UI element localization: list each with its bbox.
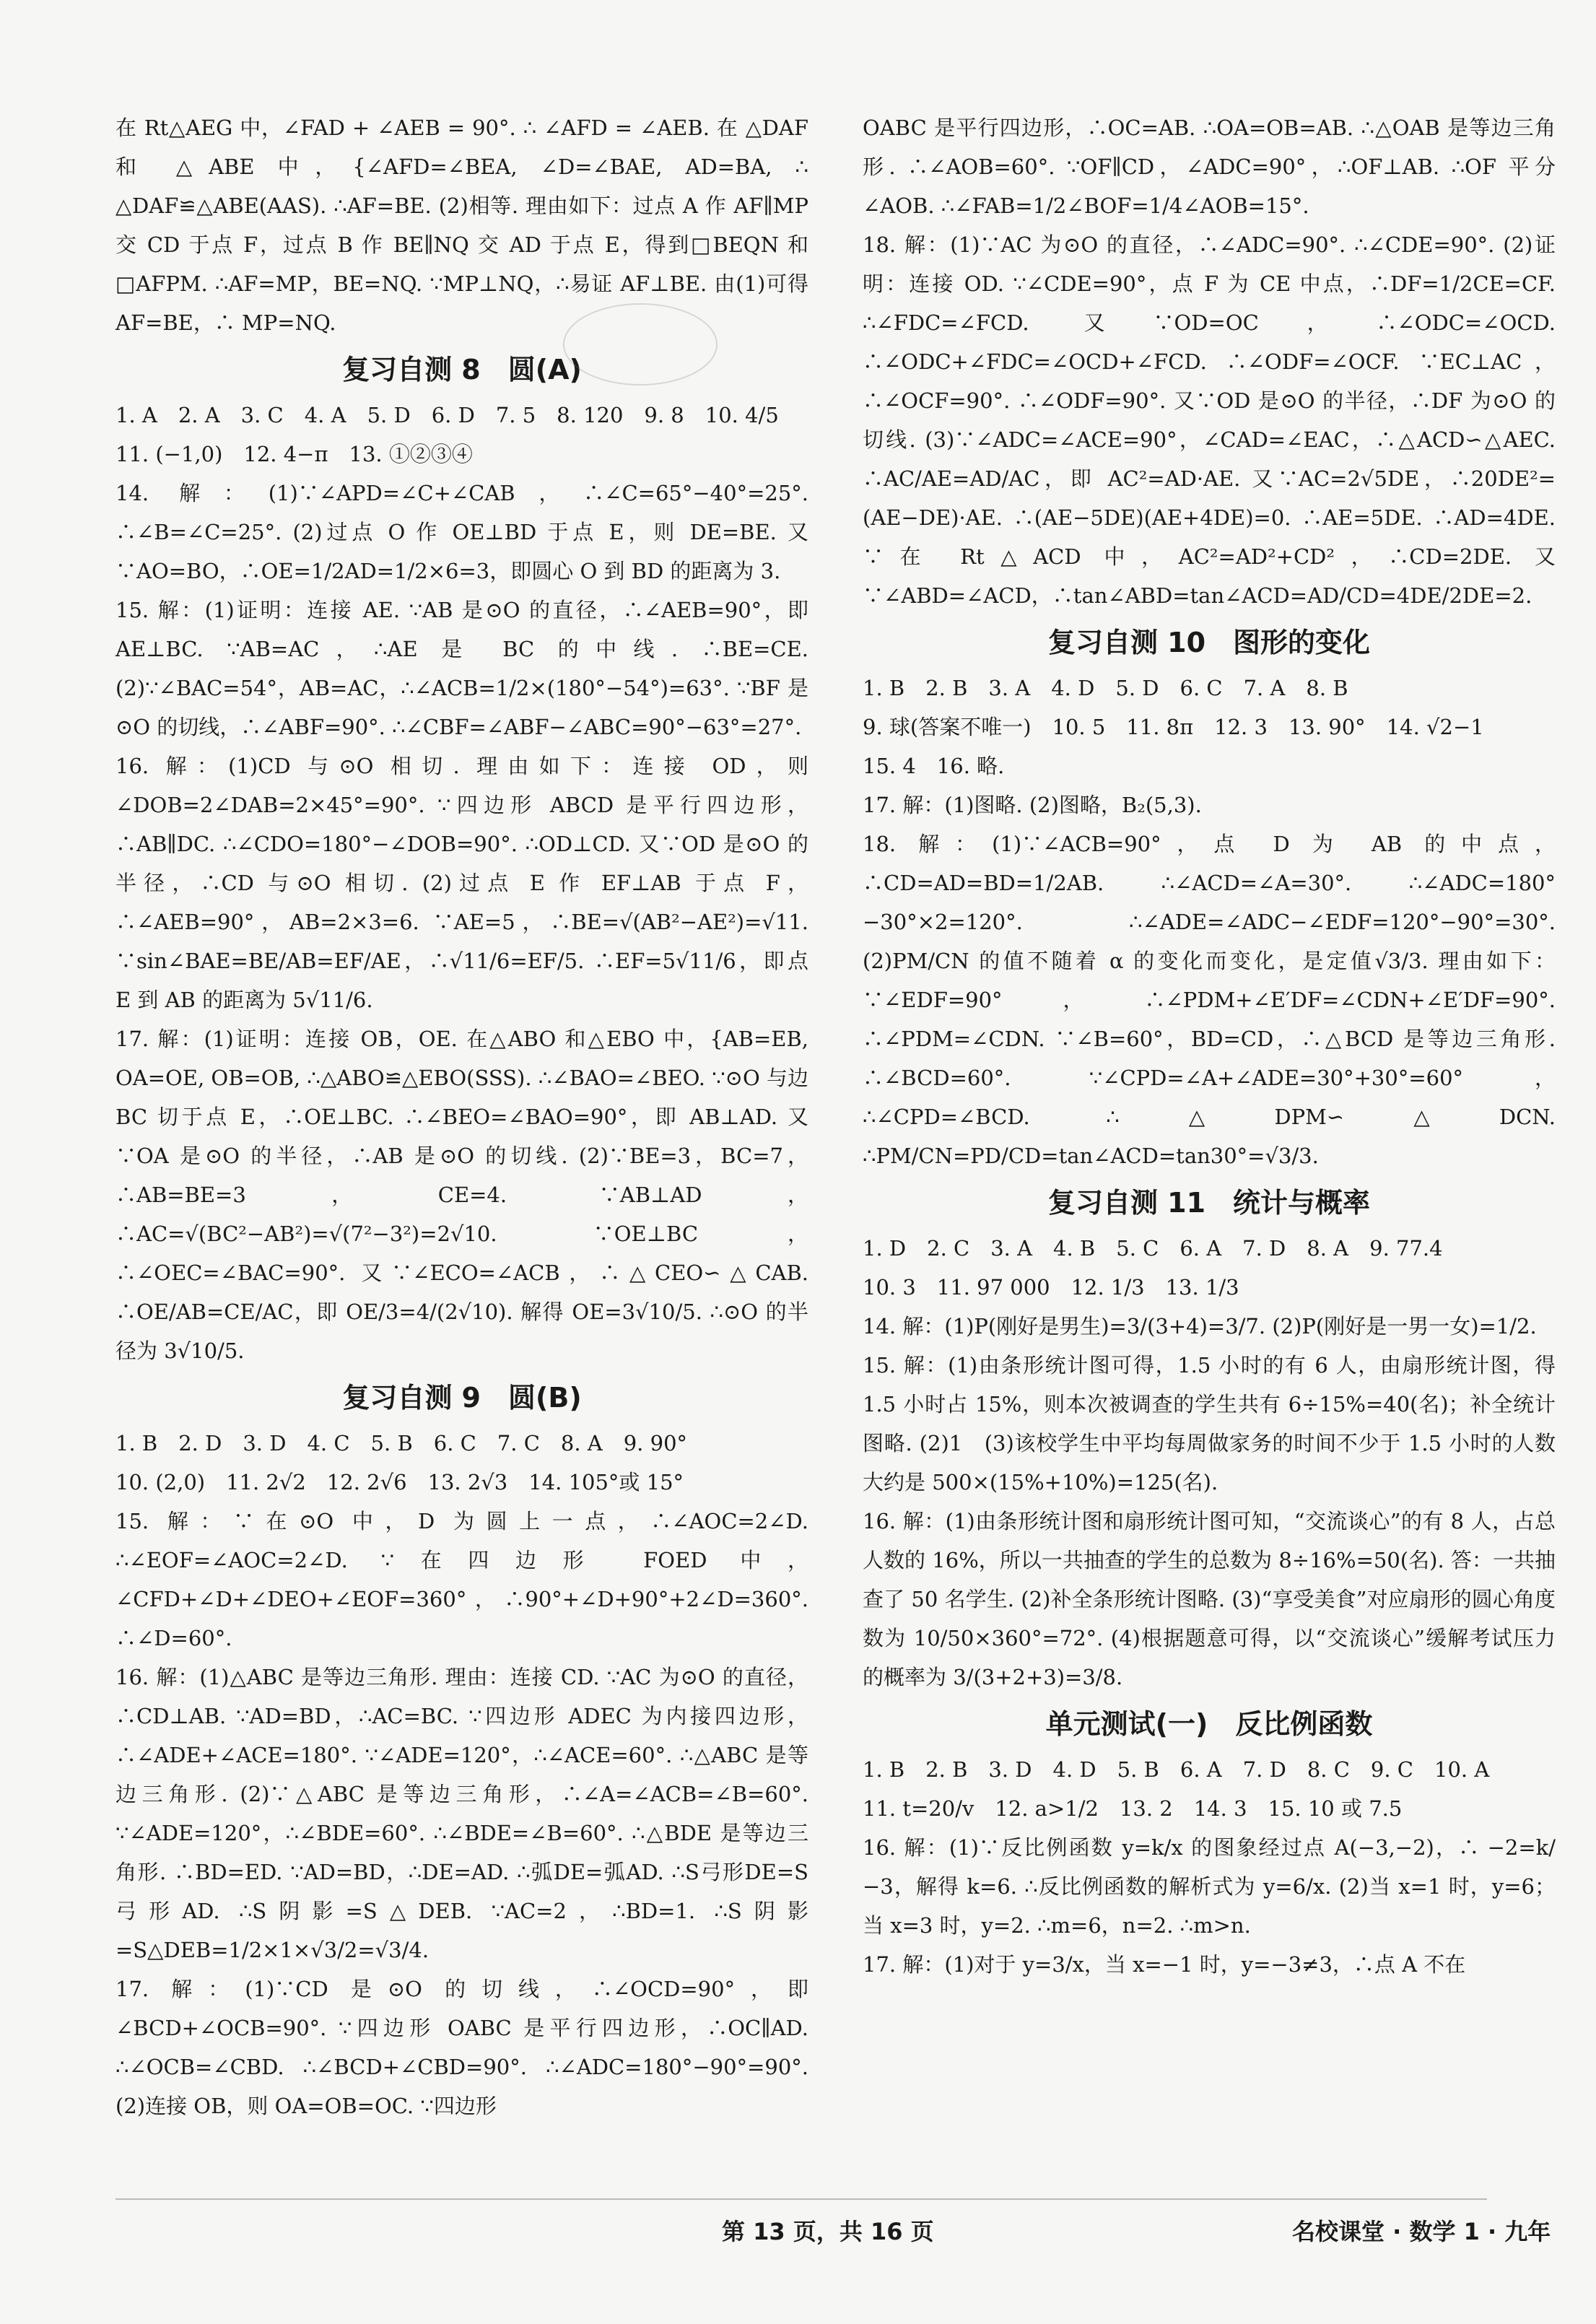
left-answer-paragraph: 15. 解：∵在⊙O 中，D 为圆上一点，∴∠AOC=2∠D. ∴∠EOF=∠AOC=2∠D. ∵在四边形 FOED 中，∠CFD+∠D+∠DEO+∠EOF=360°，∴90°+∠D+90°+2∠D=360°. ∴∠D=60°. bbox=[115, 1509, 808, 1650]
left-answer-paragraph: 1. B 2. D 3. D 4. C 5. B 6. C 7. C 8. A 9. 90° bbox=[115, 1431, 688, 1455]
right-answer-paragraph: 1. B 2. B 3. A 4. D 5. D 6. C 7. A 8. B bbox=[863, 676, 1348, 700]
left-answer-paragraph: 在 Rt△AEG 中，∠FAD + ∠AEB = 90°. ∴ ∠AFD = ∠AEB. 在 △DAF 和 △ABE 中，{∠AFD=∠BEA, ∠D=∠BAE, AD=BA, ∴ △DAF≌△ABE(AAS). ∴AF=BE. (2)相等. 理由如下：过点 A 作 AF∥MP 交 CD 于点 F，过点 B 作 BE∥NQ 交 AD 于点 E，得到□BEQN 和□AFPM. ∴AF=MP，BE=NQ. ∵MP⊥NQ，∴易证 AF⊥BE. 由(1)可得 AF=BE，∴ MP=NQ. bbox=[115, 116, 808, 335]
book-brand: 名校课堂 · 数学 1 · 九年 bbox=[1292, 2218, 1551, 2245]
watermark-stamp bbox=[563, 303, 718, 386]
right-answer-paragraph: OABC 是平行四边形，∴OC=AB. ∴OA=OB=AB. ∴△OAB 是等边三角形. ∴∠AOB=60°. ∵OF∥CD，∠ADC=90°，∴OF⊥AB. ∴OF 平分∠AOB. ∴∠FAB=1/2∠BOF=1/4∠AOB=15°. bbox=[863, 116, 1556, 218]
left-section-heading: 复习自测 8 圆(A) bbox=[342, 354, 582, 386]
right-answer-paragraph: 15. 4 16. 略. bbox=[863, 754, 1005, 778]
right-answer-paragraph: 18. 解：(1)∵∠ACB=90°，点 D 为 AB 的中点，∴CD=AD=BD=1/2AB. ∴∠ACD=∠A=30°. ∴∠ADC=180°−30°×2=120°. ∴∠ADE=∠ADC−∠EDF=120°−90°=30°. (2)PM/CN 的值不随着 α 的变化而变化，是定值√3/3. 理由如下：∵∠EDF=90°，∴∠PDM+∠E′DF=∠CDN+∠E′DF=90°. ∴∠PDM=∠CDN. ∵∠B=60°，BD=CD，∴△BCD 是等边三角形. ∴∠BCD=60°. ∵∠CPD=∠A+∠ADE=30°+30°=60°，∴∠CPD=∠BCD. ∴△DPM∽△DCN. ∴PM/CN=PD/CD=tan∠ACD=tan30°=√3/3. bbox=[863, 832, 1556, 1168]
right-answer-paragraph: 17. 解：(1)图略. (2)图略，B₂(5,3). bbox=[863, 793, 1202, 817]
right-answer-paragraph: 18. 解：(1)∵AC 为⊙O 的直径，∴∠ADC=90°. ∴∠CDE=90°. (2)证明：连接 OD. ∵∠CDE=90°，点 F 为 CE 中点，∴DF=1/2CE=CF. ∴∠FDC=∠FCD. 又∵OD=OC，∴∠ODC=∠OCD. ∴∠ODC+∠FDC=∠OCD+∠FCD. ∴∠ODF=∠OCF. ∵EC⊥AC，∴∠OCF=90°. ∴∠ODF=90°. 又∵OD 是⊙O 的半径，∴DF 为⊙O 的切线. (3)∵∠ADC=∠ACE=90°，∠CAD=∠EAC，∴△ACD∽△AEC. ∴AC/AE=AD/AC，即 AC²=AD·AE. 又∵AC=2√5DE，∴20DE²=(AE−DE)·AE. ∴(AE−5DE)(AE+4DE)=0. ∴AE=5DE. ∴AD=4DE. ∵在 Rt△ACD 中，AC²=AD²+CD²，∴CD=2DE. 又∵∠ABD=∠ACD，∴tan∠ABD=tan∠ACD=AD/CD=4DE/2DE=2. bbox=[863, 232, 1556, 608]
left-answer-paragraph: 14. 解：(1)∵∠APD=∠C+∠CAB，∴∠C=65°−40°=25°. ∴∠B=∠C=25°. (2)过点 O 作 OE⊥BD 于点 E，则 DE=BE. 又∵AO=BO，∴OE=1/2AD=1/2×6=3，即圆心 O 到 BD 的距离为 3. bbox=[115, 481, 808, 583]
right-answer-paragraph: 10. 3 11. 97 000 12. 1/3 13. 1/3 bbox=[863, 1275, 1239, 1300]
left-answer-paragraph: 1. A 2. A 3. C 4. A 5. D 6. D 7. 5 8. 120 9. 8 10. 4/5 bbox=[115, 403, 779, 427]
left-answer-paragraph: 16. 解：(1)CD 与⊙O 相切. 理由如下：连接 OD，则∠DOB=2∠DAB=2×45°=90°. ∵四边形 ABCD 是平行四边形，∴AB∥DC. ∴∠CDO=180°−∠DOB=90°. ∴OD⊥CD. 又∵OD 是⊙O 的半径，∴CD 与⊙O 相切. (2)过点 E 作 EF⊥AB 于点 F，∴∠AEB=90°，AB=2×3=6. ∵AE=5，∴BE=√(AB²−AE²)=√11. ∵sin∠BAE=BE/AB=EF/AE，∴√11/6=EF/5. ∴EF=5√11/6，即点 E 到 AB 的距离为 5√11/6. bbox=[115, 754, 808, 1012]
left-answer-paragraph: 11. (−1,0) 12. 4−π 13. ①②③④ bbox=[115, 442, 473, 466]
right-section-heading: 复习自测 11 统计与概率 bbox=[1047, 1187, 1371, 1219]
right-answer-paragraph: 16. 解：(1)由条形统计图和扇形统计图可知，“交流谈心”的有 8 人，占总人数的 16%，所以一共抽查的学生的总数为 8÷16%=50(名). 答：一共抽查了 50 名学生. (2)补全条形统计图略. (3)“享受美食”对应扇形的圆心角度数为 10/50×360°=72°. (4)根据题意可得，以“交流谈心”缓解考试压力的概率为 3/(3+2+3)=3/8. bbox=[863, 1509, 1556, 1689]
right-answer-paragraph: 14. 解：(1)P(刚好是男生)=3/(3+4)=3/7. (2)P(刚好是一男一女)=1/2. bbox=[863, 1314, 1537, 1339]
right-column bbox=[863, 108, 1556, 1984]
left-answer-paragraph: 10. (2,0) 11. 2√2 12. 2√6 13. 2√3 14. 105°或 15° bbox=[115, 1470, 684, 1494]
right-answer-paragraph: 1. D 2. C 3. A 4. B 5. C 6. A 7. D 8. A 9. 77.4 bbox=[863, 1236, 1443, 1261]
right-section-heading: 单元测试(一) 反比例函数 bbox=[1045, 1708, 1373, 1740]
right-answer-paragraph: 11. t=20/v 12. a>1/2 13. 2 14. 3 15. 10 或 7.5 bbox=[863, 1796, 1403, 1821]
page-number: 第 13 页，共 16 页 bbox=[722, 2218, 934, 2245]
left-answer-paragraph: 17. 解：(1)∵CD 是⊙O 的切线，∴∠OCD=90°，即∠BCD+∠OCB=90°. ∵四边形 OABC 是平行四边形，∴OC∥AD. ∴∠OCB=∠CBD. ∴∠BCD+∠CBD=90°. ∴∠ADC=180°−90°=90°. (2)连接 OB，则 OA=OB=OC. ∵四边形 bbox=[115, 1977, 808, 2118]
left-answer-paragraph: 16. 解：(1)△ABC 是等边三角形. 理由：连接 CD. ∵AC 为⊙O 的直径，∴CD⊥AB. ∵AD=BD，∴AC=BC. ∵四边形 ADEC 为内接四边形，∴∠ADE+∠ACE=180°. ∵∠ADE=120°，∴∠ACE=60°. ∴△ABC 是等边三角形. (2)∵△ABC 是等边三角形，∴∠A=∠ACB=∠B=60°. ∵∠ADE=120°，∴∠BDE=60°. ∴∠BDE=∠B=60°. ∴△BDE 是等边三角形. ∴BD=ED. ∵AD=BD，∴DE=AD. ∴弧DE=弧AD. ∴S弓形DE=S弓形AD. ∴S阴影=S△DEB. ∵AC=2，∴BD=1. ∴S阴影=S△DEB=1/2×1×√3/2=√3/4. bbox=[115, 1665, 808, 1962]
left-column bbox=[115, 108, 808, 2125]
right-answer-paragraph: 1. B 2. B 3. D 4. D 5. B 6. A 7. D 8. C 9. C 10. A bbox=[863, 1757, 1490, 1782]
right-answer-paragraph: 15. 解：(1)由条形统计图可得，1.5 小时的有 6 人，由扇形统计图，得 1.5 小时占 15%，则本次被调查的学生共有 6÷15%=40(名)；补全统计图略. (2)1 (3)该校学生中平均每周做家务的时间不少于 1.5 小时的人数大约是 500×(15%+10%)=125(名). bbox=[863, 1353, 1556, 1494]
footer-rule bbox=[115, 2198, 1487, 2200]
left-answer-paragraph: 15. 解：(1)证明：连接 AE. ∵AB 是⊙O 的直径，∴∠AEB=90°，即 AE⊥BC. ∵AB=AC，∴AE 是 BC 的中线. ∴BE=CE. (2)∵∠BAC=54°，AB=AC，∴∠ACB=1/2×(180°−54°)=63°. ∵BF 是⊙O 的切线，∴∠ABF=90°. ∴∠CBF=∠ABF−∠ABC=90°−63°=27°. bbox=[115, 598, 808, 739]
right-answer-paragraph: 17. 解：(1)对于 y=3/x，当 x=−1 时，y=−3≠3，∴点 A 不在 bbox=[863, 1952, 1466, 1977]
right-answer-paragraph: 16. 解：(1)∵反比例函数 y=k/x 的图象经过点 A(−3,−2)，∴ −2=k/−3，解得 k=6. ∴反比例函数的解析式为 y=6/x. (2)当 x=1 时，y=6；当 x=3 时，y=2. ∴m=6，n=2. ∴m>n. bbox=[863, 1835, 1556, 1938]
left-answer-paragraph: 17. 解：(1)证明：连接 OB，OE. 在△ABO 和△EBO 中，{AB=EB, OA=OE, OB=OB, ∴△ABO≌△EBO(SSS). ∴∠BAO=∠BEO. ∵⊙O 与边 BC 切于点 E，∴OE⊥BC. ∴∠BEO=∠BAO=90°，即 AB⊥AD. 又∵OA 是⊙O 的半径，∴AB 是⊙O 的切线. (2)∵BE=3，BC=7，∴AB=BE=3，CE=4. ∵AB⊥AD，∴AC=√(BC²−AB²)=√(7²−3²)=2√10. ∵OE⊥BC，∴∠OEC=∠BAC=90°. 又∵∠ECO=∠ACB，∴△CEO∽△CAB. ∴OE/AB=CE/AC，即 OE/3=4/(2√10). 解得 OE=3√10/5. ∴⊙O 的半径为 3√10/5. bbox=[115, 1027, 808, 1363]
right-section-heading: 复习自测 10 图形的变化 bbox=[1047, 627, 1371, 658]
right-answer-paragraph: 9. 球(答案不唯一) 10. 5 11. 8π 12. 3 13. 90° 14. √2−1 bbox=[863, 715, 1484, 739]
left-section-heading: 复习自测 9 圆(B) bbox=[342, 1382, 582, 1414]
